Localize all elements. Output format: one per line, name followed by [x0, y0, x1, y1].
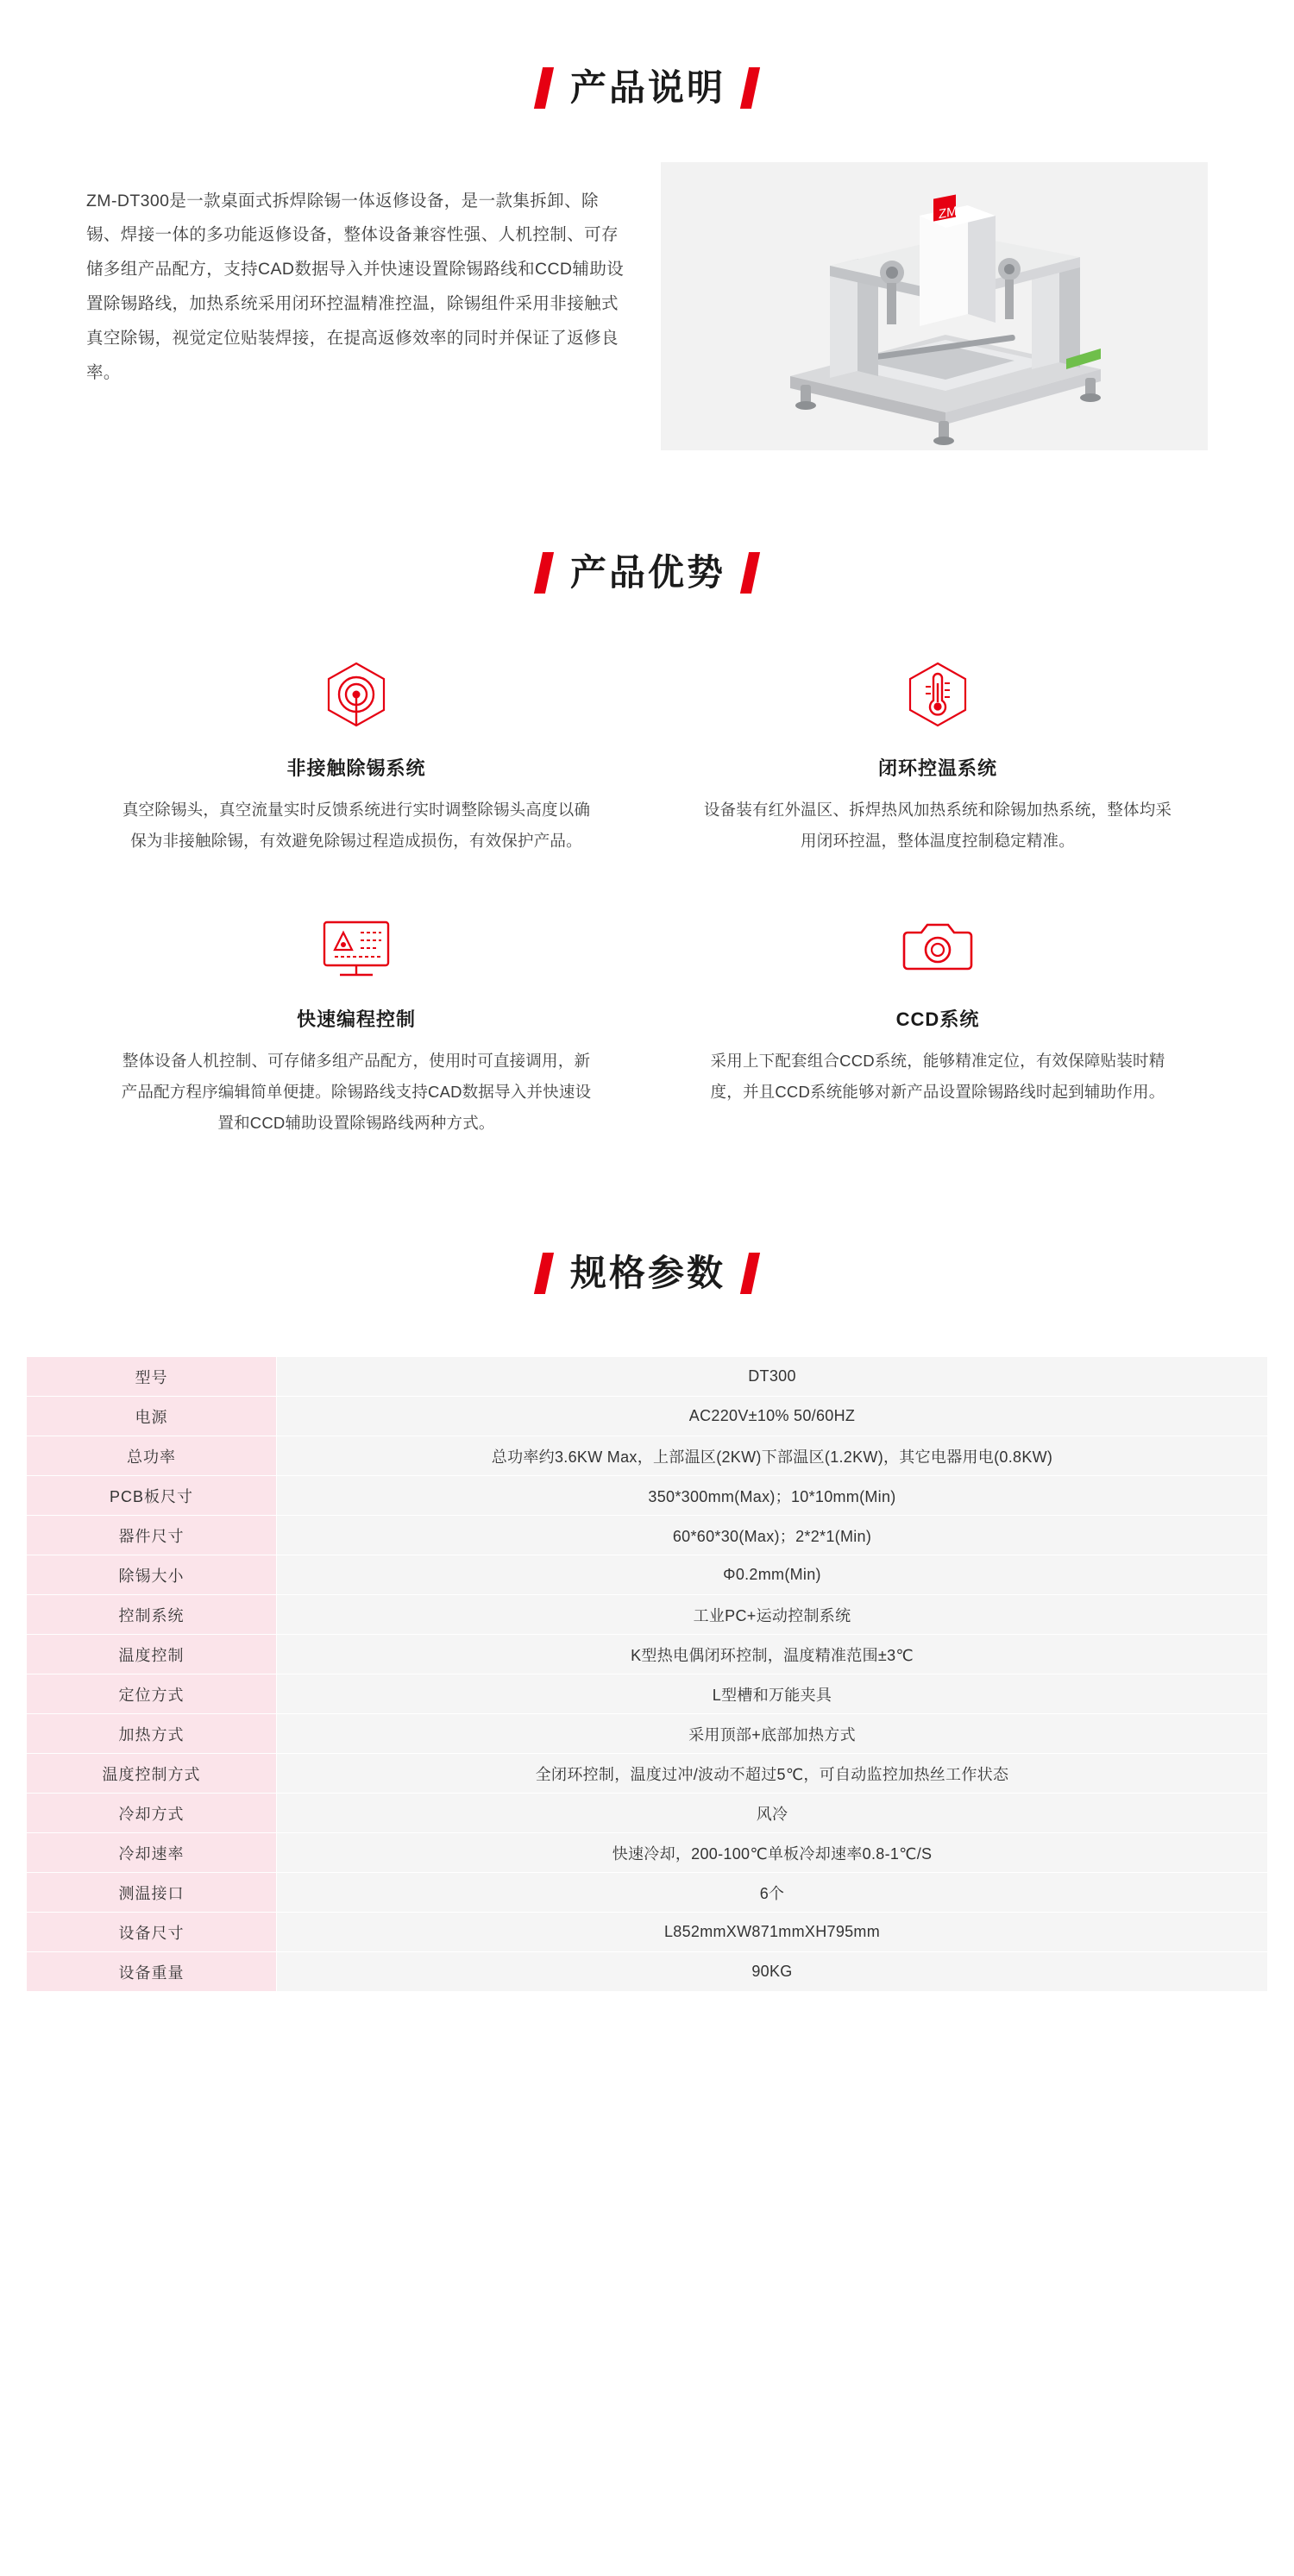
advantage-title: CCD系统 [895, 1008, 980, 1031]
table-row [27, 1873, 1268, 1913]
spec-key: 电源 [27, 1397, 277, 1436]
spec-key: 冷却方式 [27, 1794, 277, 1833]
monitor-programming-icon [116, 907, 597, 990]
spec-value: DT300 [277, 1357, 1268, 1397]
section-heading-description [0, 67, 1294, 109]
spec-value: L型槽和万能夹具 [277, 1674, 1268, 1714]
spec-key: 型号 [27, 1357, 277, 1397]
table-row [27, 1555, 1268, 1595]
table-row [27, 1476, 1268, 1516]
red-slash-icon [740, 1253, 760, 1294]
red-slash-icon [534, 67, 554, 109]
section-product-description [0, 0, 1294, 450]
red-slash-icon [534, 552, 554, 594]
section-heading-specs [0, 1253, 1294, 1294]
spec-value: 风冷 [277, 1794, 1268, 1833]
svg-text:ZM: ZM [939, 204, 958, 223]
advantages-grid [0, 656, 1294, 1139]
spec-key: 总功率 [27, 1436, 277, 1476]
spec-value: AC220V±10% 50/60HZ [277, 1397, 1268, 1436]
spec-key: 定位方式 [27, 1674, 277, 1714]
table-row [27, 1674, 1268, 1714]
spec-value: 60*60*30(Max)；2*2*1(Min) [277, 1516, 1268, 1555]
section-title-advantages: 产品优势 [569, 551, 726, 593]
table-row [27, 1436, 1268, 1476]
thermometer-icon [697, 656, 1178, 738]
description-body [0, 162, 1294, 450]
table-row [27, 1595, 1268, 1635]
spec-value: 采用顶部+底部加热方式 [277, 1714, 1268, 1754]
table-row [27, 1357, 1268, 1397]
table-row [27, 1714, 1268, 1754]
spec-value: 工业PC+运动控制系统 [277, 1595, 1268, 1635]
section-title-specs: 规格参数 [569, 1253, 726, 1294]
advantage-text: 真空除锡头，真空流量实时反馈系统进行实时调整除锡头高度以确保为非接触除锡，有效避免除锡过程造成损伤，有效保护产品。 [122, 801, 591, 851]
camera-icon [697, 907, 1178, 990]
spec-value: L852mmXW871mmXH795mm [277, 1913, 1268, 1952]
advantage-text: 采用上下配套组合CCD系统，能够精准定位，有效保障贴装时精度，并且CCD系统能够对新产品设置除锡路线时起到辅助作用。 [710, 1052, 1165, 1102]
spec-value: 总功率约3.6KW Max，上部温区(2KW)下部温区(1.2KW)，其它电器用电(0.8KW) [277, 1436, 1268, 1476]
machine-illustration [661, 162, 1208, 450]
advantage-text: 整体设备人机控制、可存储多组产品配方，使用时可直接调用，新产品配方程序编辑简单便捷。除锡路线支持CAD数据导入并快速设置和CCD辅助设置除锡路线两种方式。 [121, 1052, 592, 1133]
advantage-item [66, 907, 647, 1139]
spec-key: 冷却速率 [27, 1833, 277, 1873]
description-paragraph: ZM-DT300是一款桌面式拆焊除锡一体返修设备，是一款集拆卸、除锡、焊接一体的多功能返修设备，整体设备兼容性强、人机控制、可存储多组产品配方，支持CAD数据导入并快速设置除锡路线和CCD辅助设置除锡路线，加热系统采用闭环控温精准控温，除锡组件采用非接触式真空除锡，视觉定位贴装焊接，在提高返修效率的同时并保证了返修良率。 [86, 191, 625, 383]
spec-value: K型热电偶闭环控制，温度精准范围±3℃ [277, 1635, 1268, 1674]
spec-key: 测温接口 [27, 1873, 277, 1913]
spec-key: 除锡大小 [27, 1555, 277, 1595]
red-slash-icon [740, 67, 760, 109]
spec-key: 设备重量 [27, 1952, 277, 1992]
spec-key: 设备尺寸 [27, 1913, 277, 1952]
specifications-table-body [27, 1357, 1268, 1992]
table-row [27, 1635, 1268, 1674]
advantage-item [647, 656, 1228, 857]
table-row [27, 1516, 1268, 1555]
advantage-title: 非接触除锡系统 [286, 757, 426, 779]
spec-value: Φ0.2mm(Min) [277, 1555, 1268, 1595]
table-row [27, 1754, 1268, 1794]
vacuum-desolder-icon [116, 656, 597, 738]
spec-key: PCB板尺寸 [27, 1476, 277, 1516]
table-row [27, 1794, 1268, 1833]
table-row [27, 1397, 1268, 1436]
table-row [27, 1833, 1268, 1873]
advantage-item [647, 907, 1228, 1139]
table-row [27, 1913, 1268, 1952]
spec-value: 350*300mm(Max)；10*10mm(Min) [277, 1476, 1268, 1516]
spec-key: 器件尺寸 [27, 1516, 277, 1555]
section-product-advantages [0, 450, 1294, 1139]
spec-value: 6个 [277, 1873, 1268, 1913]
advantage-title: 快速编程控制 [296, 1008, 416, 1031]
section-specifications [0, 1139, 1294, 2044]
red-slash-icon [534, 1253, 554, 1294]
specifications-table [26, 1356, 1268, 1992]
spec-key: 温度控制方式 [27, 1754, 277, 1794]
table-row [27, 1952, 1268, 1992]
advantage-text: 设备装有红外温区、拆焊热风加热系统和除锡加热系统，整体均采用闭环控温，整体温度控制稳定精准。 [703, 801, 1172, 851]
product-photo [661, 162, 1208, 450]
section-heading-advantages [0, 552, 1294, 594]
spec-value: 全闭环控制，温度过冲/波动不超过5℃，可自动监控加热丝工作状态 [277, 1754, 1268, 1794]
spec-key: 加热方式 [27, 1714, 277, 1754]
spec-value: 90KG [277, 1952, 1268, 1992]
page-title: 产品说明 [569, 66, 726, 108]
spec-key: 温度控制 [27, 1635, 277, 1674]
advantage-title: 闭环控温系统 [877, 757, 997, 779]
spec-value: 快速冷却，200-100℃单板冷却速率0.8-1℃/S [277, 1833, 1268, 1873]
advantage-item [66, 656, 647, 857]
red-slash-icon [740, 552, 760, 594]
spec-key: 控制系统 [27, 1595, 277, 1635]
